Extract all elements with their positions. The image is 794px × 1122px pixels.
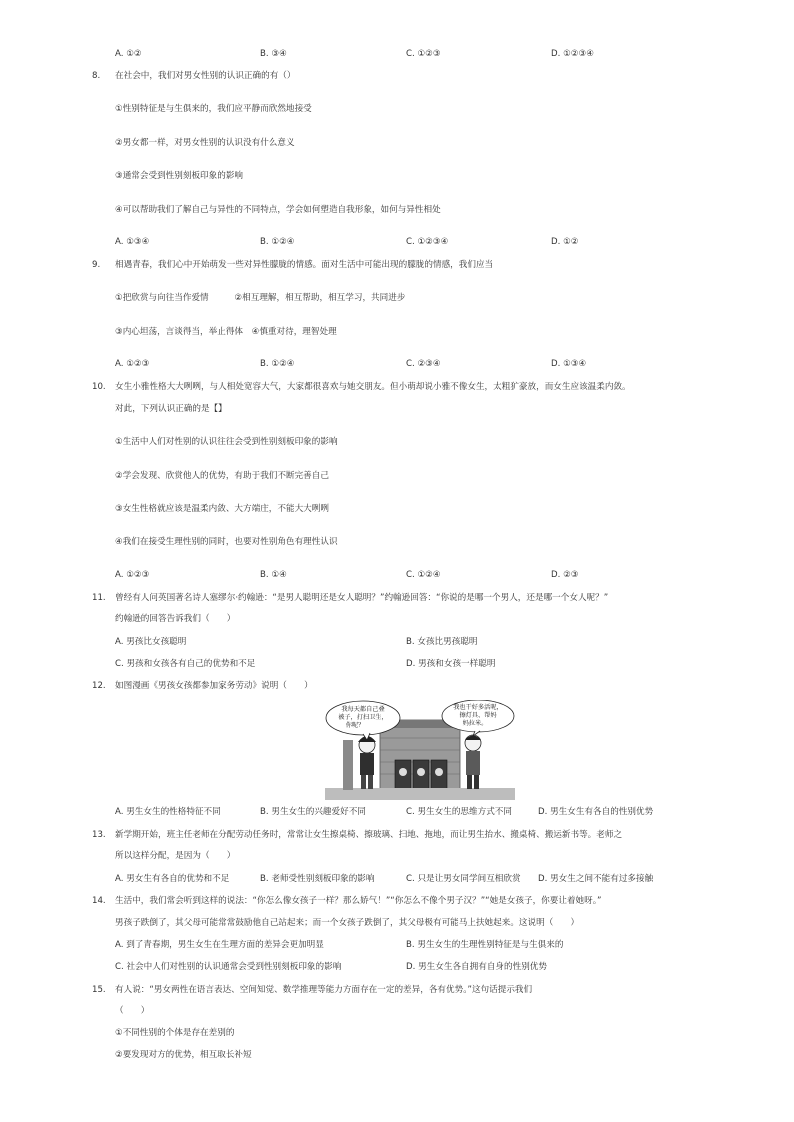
bubble-left-line-2: 被子，打扫卫生，	[338, 714, 388, 721]
statement-4: ④我们在接受生理性别的同时，也要对性别角色有理性认识	[115, 537, 338, 547]
option-a: A. ①③④	[115, 237, 150, 247]
question-stem: 曾经有人问英国著名诗人塞缪尔·约翰逊：“是男人聪明还是女人聪明？”约翰逊回答：“你说的是哪一个男人，还是哪一个女人呢？”	[115, 593, 609, 603]
question-stem: 如图漫画《男孩女孩都参加家务劳动》说明（ ）	[115, 681, 313, 691]
question-number: 9.	[92, 260, 101, 270]
option-c: C. 社会中人们对性别的认识通常会受到性别刻板印象的影响	[115, 962, 342, 972]
statement-1: ①生活中人们对性别的认识往往会受到性别刻板印象的影响	[115, 437, 338, 447]
option-a: A. ①②③	[115, 359, 150, 369]
statement-2: ②要发现对方的优势，相互取长补短	[115, 1050, 252, 1060]
question-stem-continued: 男孩子跌倒了，其父母可能常常鼓励他自己站起来；而一个女孩子跌倒了，其父母极有可能马上扶她起来。这说明（ ）	[115, 918, 580, 928]
bubble-right-line-2: 擦灯具、帮妈	[459, 712, 497, 719]
statement-1: ①性别特征是与生俱来的，我们应平静而欣然地接受	[115, 104, 312, 114]
question-number: 8.	[92, 71, 101, 81]
option-a: A. 到了青春期，男生女生在生理方面的差异会更加明显	[115, 940, 324, 950]
question-number: 14.	[92, 896, 106, 906]
question-stem: 相遇青春，我们心中开始萌发一些对异性朦胧的情感。面对生活中可能出现的朦胧的情感，我们应当	[115, 260, 494, 270]
option-c: C. ①②③	[406, 49, 441, 59]
statement-2: ②学会发现、欣赏他人的优势，有助于我们不断完善自己	[115, 471, 329, 481]
question-stem-continued: 对此，下列认识正确的是【】	[115, 404, 227, 414]
statement-3: ③女生性格就应该是温柔内敛、大方端庄，不能大大咧咧	[115, 504, 329, 514]
option-d: D. ②③	[551, 570, 579, 580]
bubble-right-line-3: 妈拉米。	[462, 720, 488, 727]
question-stem: 新学期开始，班主任老师在分配劳动任务时，常常让女生擦桌椅、擦玻璃、扫地、拖地，而让男生抬水、搬桌椅、搬运新书等。老师之	[115, 830, 623, 840]
question-stem: 在社会中，我们对男女性别的认识正确的有（）	[115, 71, 296, 81]
question-number: 11.	[92, 593, 106, 603]
option-b: B. ①④	[260, 570, 287, 580]
option-b: B. 女孩比男孩聪明	[406, 637, 478, 647]
option-c: C. ①②③④	[406, 237, 449, 247]
option-b: B. ①②④	[260, 237, 295, 247]
option-c: C. ①②④	[406, 570, 441, 580]
option-a: A. 男生女生的性格特征不同	[115, 807, 221, 817]
statement-4: ④可以帮助我们了解自己与异性的不同特点，学会如何塑造自我形象，如何与异性相处	[115, 205, 441, 215]
option-a: A. 男孩比女孩聪明	[115, 637, 187, 647]
option-c: C. 男孩和女孩各有自己的优势和不足	[115, 659, 256, 669]
statement-1: ①不同性别的个体是存在差别的	[115, 1028, 235, 1038]
question-stem-continued: （ ）	[115, 1006, 150, 1016]
bubble-left-line-3: 你呢？	[345, 722, 365, 729]
option-b: B. 男生女生的兴趣爱好不同	[260, 807, 366, 817]
statement-3: ③通常会受到性别刻板印象的影响	[115, 171, 244, 181]
option-d: D. 男生女生各自拥有自身的性别优势	[406, 962, 547, 972]
question-stem: 女生小雅性格大大咧咧，与人相处宽容大气，大家都很喜欢与她交朋友。但小萌却说小雅不像女生，太粗犷豪放，而女生应该温柔内敛。	[115, 382, 631, 392]
option-a: A. 男女生有各自的优势和不足	[115, 874, 230, 884]
option-d: D. 男孩和女孩一样聪明	[406, 659, 496, 669]
question-stem-continued: 所以这样分配，是因为（ ）	[115, 851, 236, 861]
question-number: 13.	[92, 830, 106, 840]
option-b: B. ③④	[260, 49, 287, 59]
option-c: C. ②③④	[406, 359, 441, 369]
question-number: 12.	[92, 681, 106, 691]
option-a: A. ①②③	[115, 570, 150, 580]
option-b: B. ①②④	[260, 359, 295, 369]
option-d: D. 男生女生有各自的性别优势	[538, 807, 654, 817]
statement-3-4: ③内心坦荡，言谈得当，举止得体 ④慎重对待，理智处理	[115, 327, 337, 337]
question-stem-continued: 约翰逊的回答告诉我们（ ）	[115, 614, 236, 624]
option-c: C. 只是让男女同学间互相欣赏	[406, 874, 521, 884]
option-b: B. 男生女生的生理性别特征是与生俱来的	[406, 940, 564, 950]
option-d: D. ①③④	[551, 359, 587, 369]
cartoon-illustration	[325, 700, 515, 800]
option-d: D. ①②	[551, 237, 579, 247]
bubble-left-line-1: 我每天都自己叠	[341, 706, 385, 713]
statement-1-2: ①把欣赏与向往当作爱情 ②相互理解，相互帮助，相互学习，共同进步	[115, 293, 406, 303]
question-stem: 生活中，我们常会听到这样的说法：“你怎么像女孩子一样？那么娇气！”“你怎么不像个男子汉？”“她是女孩子，你要让着她呀。”	[115, 896, 602, 906]
bubble-right-line-1: 我也干好多活呢，	[453, 704, 503, 711]
option-a: A. ①②	[115, 49, 142, 59]
option-d: D. ①②③④	[551, 49, 594, 59]
question-number: 15.	[92, 985, 106, 995]
question-stem: 有人说：“男女两性在语言表达、空间知觉、数学推理等能力方面存在一定的差异，各有优势。”这句话提示我们	[115, 985, 533, 995]
option-c: C. 男生女生的思维方式不同	[406, 807, 512, 817]
option-d: D. 男女生之间不能有过多接触	[538, 874, 654, 884]
statement-2: ②男女都一样，对男女性别的认识没有什么意义	[115, 138, 295, 148]
option-b: B. 老师受性别刻板印象的影响	[260, 874, 375, 884]
question-number: 10.	[92, 382, 106, 392]
